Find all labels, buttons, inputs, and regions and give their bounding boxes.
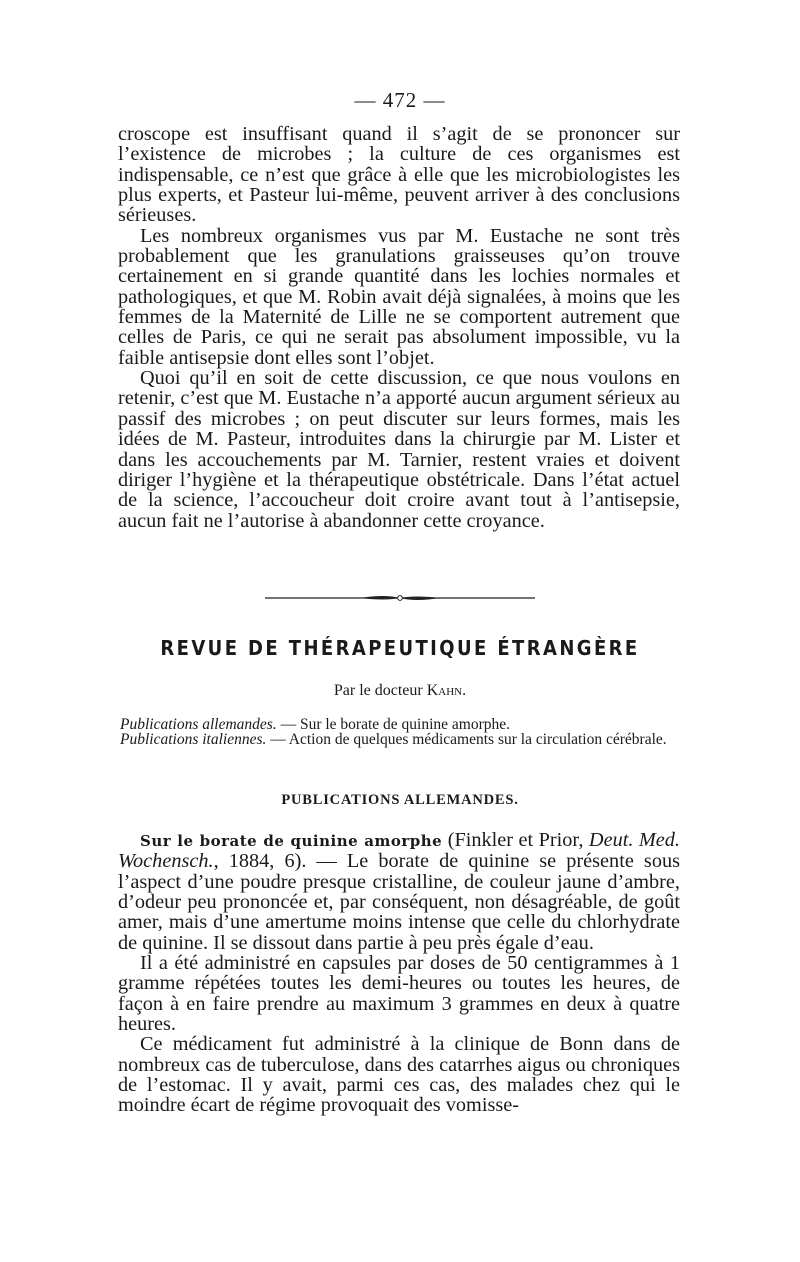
author-line [0,682,800,700]
article-block [118,830,680,1116]
article-paragraph-2: Il a été administré en capsules par doses de 50 centigrammes à 1 gramme répétées toutes les demi-heures ou toutes les heures, de façon à en faire prendre au maximum 3 grammes en deux à quatre heures. [118,952,680,1036]
toc-item-title: Publications allemandes. [120,716,277,733]
article-heading: Sur le borate de quinine amorphe [140,832,443,850]
top-text-block [118,124,680,531]
author-name: Kahn. [426,682,467,699]
article-paragraph-3: Ce médicament fut administré à la clinique de Bonn dans de nombreux cas de tuberculose, dans des catarrhes aigus ou chroniques de l’estomac. Il y avait, parmi ces cas, des malades chez qui le moindre écart de régime provoquait des vomisse- [118,1033,680,1117]
toc-item-text: — Sur le borate de quinine amorphe. [280,716,510,733]
ornamental-rule [265,594,535,602]
section-title: REVUE DE THÉRAPEUTIQUE ÉTRANGÈRE [160,636,640,661]
article-ref-journal: Deut. Med. Wochensch. [118,829,680,873]
article-ref-body: , 1884, 6). — Le borate de quinine se présente sous l’aspect d’une poudre presque cristalline, de couleur jaune d’ambre, d’odeur peu prononcée et, par conséquent, non désagréable, de goût amer, mais d’une amertume moins intense que celle du chlorhydrate de quinine. Il se dissout dans partie à peu près égale d’eau. [118,850,680,954]
paragraph-2: Les nombreux organismes vus par M. Eustache ne sont très probablement que les granulations graisseuses qu’on trouve certainement en si grande quantité dans les lochies normales et pathologiques, et que M. Robin avait déjà signalées, à moins que les femmes de la Maternité de Lille ne se comportent autrement que celles de Paris, ce qui ne serait pas absolument impossible, vu la faible antisepsie dont elles sont l’objet. [118,224,680,369]
subsection-heading: PUBLICATIONS ALLEMANDES. [281,792,519,808]
toc-item-title: Publications italiennes. [120,731,267,749]
toc-item [120,732,680,747]
paragraph-3: Quoi qu’il en soit de cette discussion, ce que nous voulons en retenir, c’est que M. Eustache n’a apporté aucun argument sérieux au passif des microbes ; on peut discuter sur leurs formes, mais les idées de M. Pasteur, introduites dans la chirurgie par M. Lister et dans les accouchements par M. Tarnier, restent vraies et doivent diriger l’hygiène et la thérapeutique obstétricale. Dans l’état actuel de la science, l’accoucheur doit croire avant tout à l’antisepsie, aucun fait ne l’autorise à abandonner cette croyance. [118,367,680,532]
article-ref-open: (Finkler et Prior, [447,829,589,851]
page-number: — 472 — [354,88,446,112]
author-prefix: Par le docteur [333,682,423,699]
contents-summary [120,717,680,747]
toc-item [120,717,680,732]
toc-item-text: — Action de quelques médicaments sur la circulation cérébrale. [270,731,667,749]
paragraph-1: croscope est insuffisant quand il s’agit de se prononcer sur l’existence de microbes ; la culture de ces organismes est indispensable, ce n’est que grâce à elle que les microbiologistes les plus experts, et Pasteur lui-même, peuvent arriver à des conclusions sérieuses. [118,123,680,227]
article-paragraph-1 [118,830,680,953]
